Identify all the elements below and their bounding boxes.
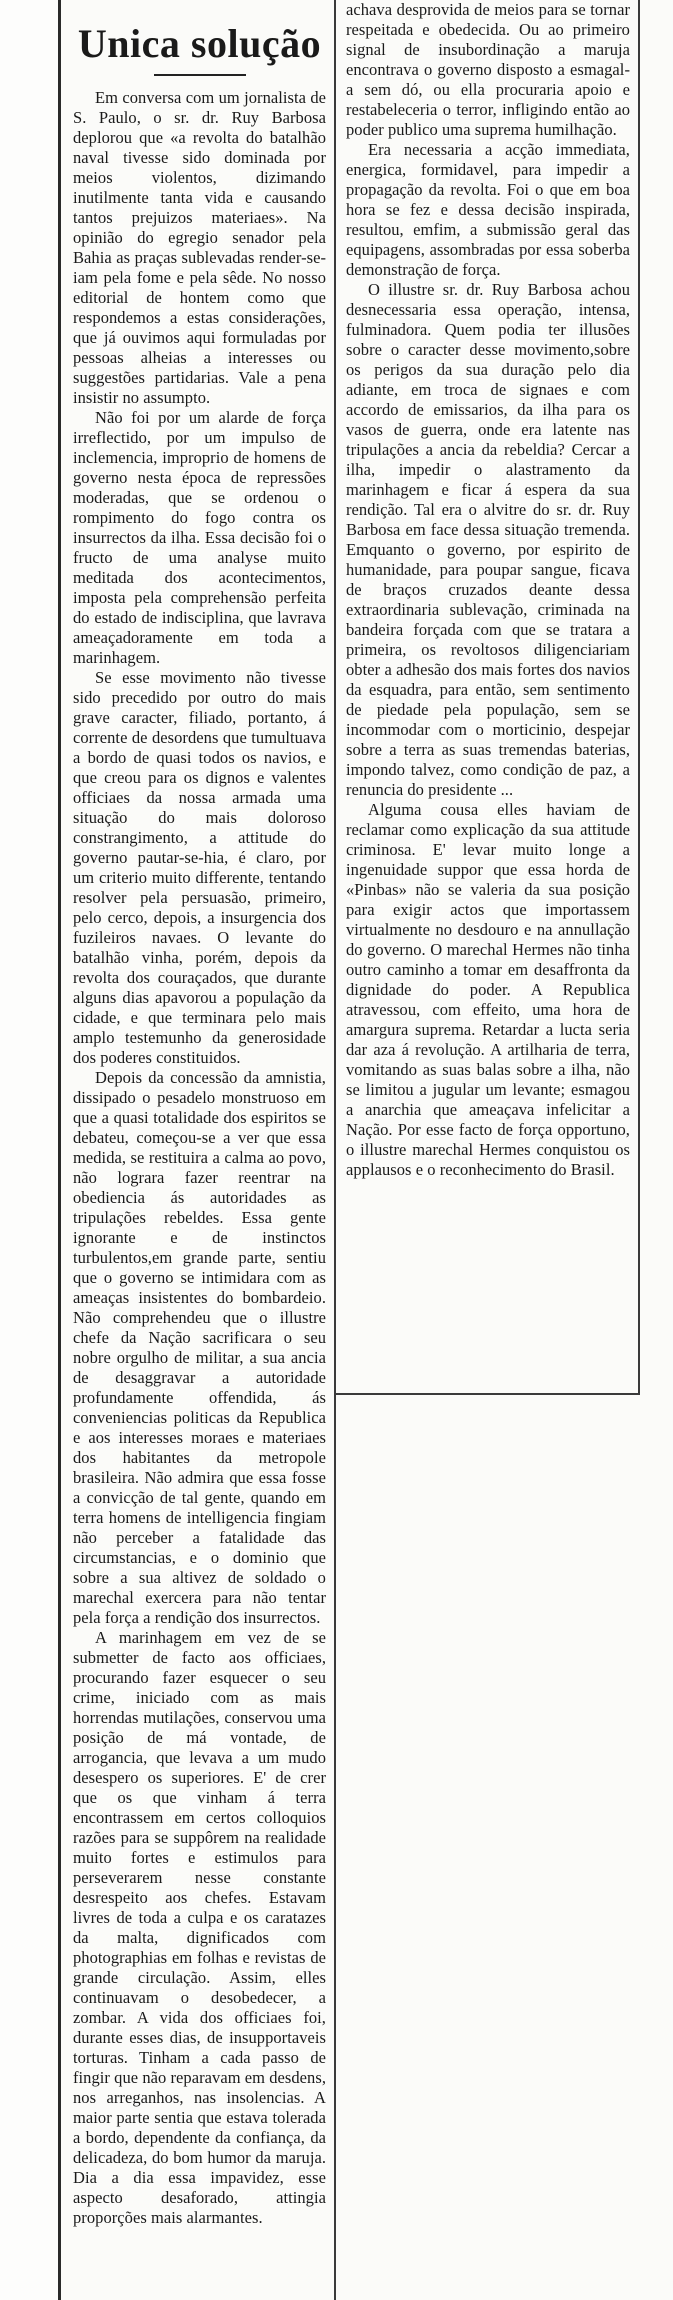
paragraph-7: Era necessaria a acção immediata, energica, formidavel, para impedir a propagação da revolta. Foi o que em boa hora se fez e dessa decisão inspirada, resultou, emfim, a submissão geral das equipagens, assombradas por essa soberba demonstração de força.	[346, 140, 630, 279]
title-rule	[154, 74, 246, 76]
article-column-left	[58, 0, 336, 2300]
paragraph-9: Alguma cousa elles haviam de reclamar como explicação da sua attitude criminosa. E' levar muito longe a ingenuidade suppor que essa horda de «Pinbas» não se valeria da sua posição para exigir actos que importassem virtualmente no desdouro e na annullação do governo. O marechal Hermes não tinha outro caminho a tomar em desaffronta da dignidade do poder. A Republica atravessou, com effeito, uma hora de amargura suprema. Retardar a lucta seria dar aza á revolução. A artilharia de terra, vomitando as suas balas sobre a ilha, não se limitou a jugular um levante; esmagou a anarchia que ameaçava infelicitar a Nação. Por esse facto de força opportuno, o illustre marechal Hermes conquistou os applausos e o reconhecimento do Brasil.	[346, 800, 630, 1179]
article-column-right	[336, 0, 640, 1395]
paragraph-4: Depois da concessão da amnistia, dissipado o pesadelo monstruoso em que a quasi totalidade dos espiritos se debateu, começou-se a ver que essa medida, se restituira a calma ao povo, não lograra fazer reentrar na obediencia ás autoridades as tripulações rebeldes. Essa gente ignorante e de instinctos turbulentos,em grande parte, sentiu que o governo se intimidara com as ameaças insistentes do bombardeio. Não comprehendeu que o illustre chefe da Nação sacrificara o seu nobre orgulho de militar, a sua ancia de desaggravar a autoridade profundamente offendida, ás conveniencias politicas da Republica e aos interesses moraes e materiaes dos habitantes da metropole brasileira. Não admira que essa fosse a convicção de tal gente, quando em terra homens de intelligencia fingiam não perceber a fatalidade das circumstancias, e o dominio que sobre a sua altivez de soldado o marechal exercera para não tentar pela força a rendição dos insurrectos.	[73, 1068, 326, 1627]
paragraph-6: achava desprovida de meios para se tornar respeitada e obedecida. Ou ao primeiro signal de insubordinação a maruja encontrava o governo disposto a esmagal-a sem dó, ou ella procuraria apoio e restabeleceria o terror, infligindo então ao poder publico uma suprema humilhação.	[346, 0, 630, 139]
page-margin	[0, 0, 58, 2300]
paragraph-2: Não foi por um alarde de força irreflectido, por um impulso de inclemencia, improprio de homens de governo nesta época de repressões moderadas, que se ordenou o rompimento do fogo contra os insurrectos da ilha. Essa decisão foi o fructo de uma analyse muito meditada dos acontecimentos, imposta pela comprehensão perfeita do estado de indisciplina, que lavrava ameaçadoramente em toda a marinhagem.	[73, 408, 326, 667]
paragraph-3: Se esse movimento não tivesse sido precedido por outro do mais grave caracter, filiado, portanto, á corrente de desordens que tumultuava a bordo de quasi todos os navios, e que creou para os dignos e valentes officiaes da nossa armada uma situação do mais doloroso constrangimento, a attitude do governo pautar-se-hia, é claro, por um criterio muito differente, tentando resolver pela persuasão, primeiro, pelo cerco, depois, a insurgencia dos fuzileiros navaes. O levante do batalhão vinha, porém, depois da revolta dos couraçados, que durante alguns dias apavorou a população da cidade, e que terminara pelo mais amplo testemunho da generosidade dos poderes constituidos.	[73, 668, 326, 1067]
paragraph-1: Em conversa com um jornalista de S. Paulo, o sr. dr. Ruy Barbosa deplorou que «a revolta do batalhão naval tivesse sido dominada por meios violentos, dizimando inutilmente tanta vida e causando tantos prejuizos materiaes». Na opinião do egregio senador pela Bahia as praças sublevadas render-se-iam pela fome e pela sêde. No nosso editorial de hontem como que respondemos a estas considerações, que já ouvimos aqui formuladas por pessoas alheias a interesses ou suggestões partidarias. Vale a pena insistir no assumpto.	[73, 88, 326, 407]
paragraph-8: O illustre sr. dr. Ruy Barbosa achou desnecessaria essa operação, intensa, fulminadora. Quem podia ter illusões sobre o caracter desse movimento,sobre os perigos da sua duração pelo dia adiante, em troca de signaes e com accordo de emissarios, da ilha para os vasos de guerra, onde era latente nas tripulações a ancia da rebeldia? Cercar a ilha, impedir o alastramento da marinhagem e ficar á espera da sua rendição. Tal era o alvitre do sr. dr. Ruy Barbosa em face dessa situação tremenda. Emquanto o governo, por espirito de humanidade, para poupar sangue, ficava de braços cruzados deante dessa extraordinaria sublevação, criminada na bandeira forçada com que se tratara a primeira, os revoltosos diligenciariam obter a adhesão dos mais fortes dos navios da esquadra, para então, sem sentimento de piedade pela população, sem se incommodar com o morticinio, despejar sobre a terra as suas tremendas baterias, impondo talvez, como condição de paz, a renuncia do presidente ...	[346, 280, 630, 799]
paragraph-5: A marinhagem em vez de se submetter de facto aos officiaes, procurando fazer esquecer o seu crime, iniciado com as mais horrendas mutilações, conservou uma posição de má vontade, de arrogancia, que levava a um mudo desespero os superiores. E' de crer que os que vinham á terra encontrassem em certos colloquios razões para se suppôrem na realidade muito fortes e estimulos para perseverarem nesse constante desrespeito aos chefes. Estavam livres de toda a culpa e os caratazes da malta, dignificados com photographias em folhas e revistas de grande circulação. Assim, elles continuavam o desobedecer, a zombar. A vida dos officiaes foi, durante esses dias, de insupportaveis torturas. Tinham a cada passo de fingir que não reparavam em desdens, nos arreganhos, nas insolencias. A maior parte sentia que estava tolerada a bordo, dependente da confiança, da delicadeza, do bom humor da maruja. Dia a dia essa impavidez, esse aspecto desaforado, attingia proporções mais alarmantes.	[73, 1628, 326, 2227]
article-title: Unica solução	[77, 21, 322, 66]
